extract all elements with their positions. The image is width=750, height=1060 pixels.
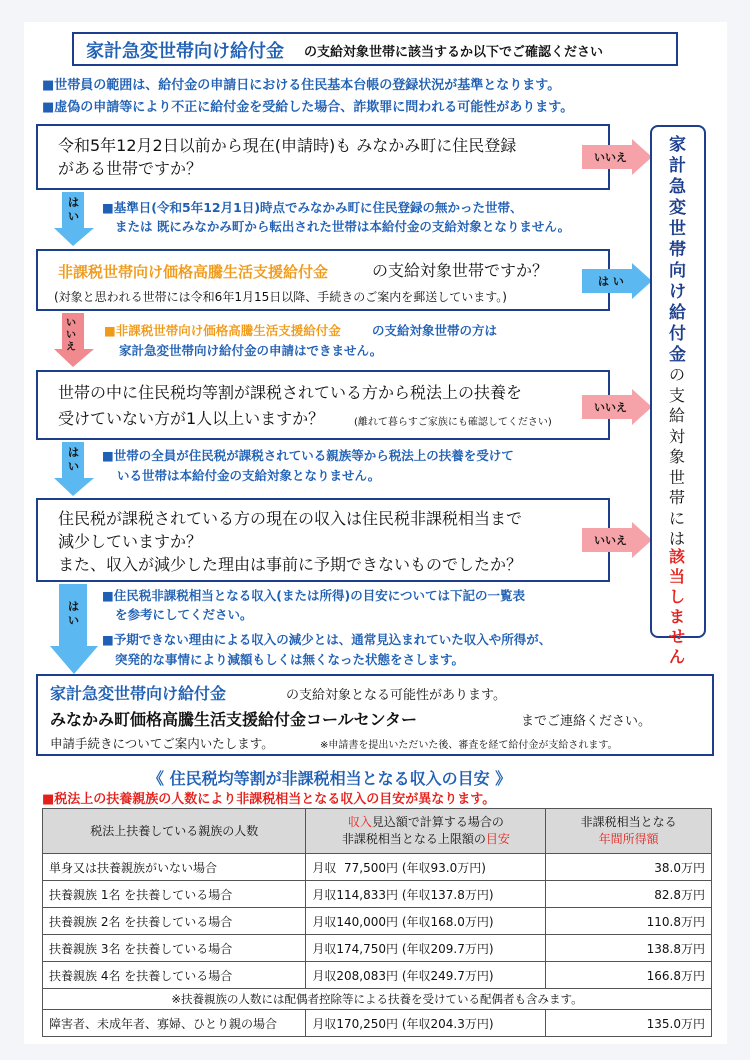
- question-1-line-1: 令和5年12月2日以前から現在(申請時)も みなかみ町に住民登録: [58, 136, 517, 155]
- result-suffix: の支給対象となる可能性があります。: [286, 688, 506, 703]
- header-title: 家計急変世帯向け給付金: [86, 41, 284, 62]
- table-row: [43, 854, 712, 881]
- result-line-3: 申請手続きについてご案内いたします。: [50, 736, 274, 751]
- question-3-line-1: 世帯の中に住民税均等割が課税されている方から税法上の扶養を: [58, 383, 523, 402]
- row-label: 扶養親族 1名 を扶養している場合: [43, 881, 306, 908]
- row-annual: 82.8万円: [546, 881, 712, 908]
- q4-yes-label: は い: [68, 600, 79, 627]
- row-income: 月収170,250円 (年収204.3万円): [306, 1010, 546, 1037]
- header-title-suffix: の支給対象世帯に該当するか以下でご確認ください: [304, 45, 604, 60]
- question-4-line-3: また、収入が減少した理由は事前に予期できないものでしたか？: [58, 555, 523, 574]
- table-footnote: ※扶養親族の人数には配偶者控除等による扶養を受けている配偶者も含みます。: [43, 989, 712, 1010]
- row-label: 扶養親族 3名 を扶養している場合: [43, 935, 306, 962]
- not-eligible-middle: の支給対象世帯には: [669, 365, 686, 548]
- table-row: [43, 935, 712, 962]
- table-footnote-row: [43, 989, 712, 1010]
- row-label: 障害者、未成年者、寡婦、ひとり親の場合: [43, 1010, 306, 1037]
- question-4-line-2: 減少していますか？: [58, 532, 203, 551]
- not-eligible-title: 家計急変世帯向け給付金: [669, 135, 686, 365]
- income-table: [42, 808, 712, 1037]
- question-3-line-2: 受けていない方が1人以上いますか？: [58, 409, 325, 428]
- q4-note-3: ■予期できない理由による収入の減少とは、通常見込まれていた収入や所得が、: [102, 632, 552, 647]
- col-header-income-red2: 目安: [485, 832, 510, 846]
- col-header-annual-red: 年間所得額: [598, 832, 659, 846]
- q2-note-suffix: の支給対象世帯の方は: [372, 323, 498, 338]
- col-header-annual: [546, 809, 712, 854]
- q1-note-1: ■基準日(令和5年12月1日)時点でみなかみ町に住民登録の無かった世帯、: [102, 200, 523, 215]
- q4-yes-arrow: [50, 584, 98, 674]
- q2-note-title: ■非課税世帯向け価格高騰生活支援給付金: [104, 323, 341, 338]
- result-title: 家計急変世帯向け給付金: [50, 684, 227, 703]
- not-eligible-red: 該当しません: [669, 547, 686, 666]
- q4-note-2: を参考にしてください。: [115, 607, 253, 622]
- income-subnote: ■税法上の扶養親族の人数により非課税相当となる収入の目安が異なります。: [42, 792, 496, 807]
- table-row: [43, 1010, 712, 1037]
- question-2-box: [36, 249, 610, 311]
- income-heading: 《 住民税均等割が非課税相当となる収入の目安 》: [148, 769, 512, 788]
- col-header-income-a: 見込額で計算する場合の: [371, 815, 504, 829]
- not-eligible-box: [650, 125, 706, 666]
- col-header-annual-a: 非課税相当となる: [580, 815, 677, 829]
- q3-note-2: いる世帯は本給付金の支給対象となりません。: [117, 468, 381, 483]
- row-annual: 166.8万円: [546, 962, 712, 989]
- col-header-dependents: 税法上扶養している親族の人数: [43, 809, 306, 854]
- q2-no-label: いいえ: [66, 318, 76, 353]
- row-annual: 138.8万円: [546, 935, 712, 962]
- result-box: [36, 674, 714, 756]
- call-center-name: みなかみ町価格高騰生活支援給付金コールセンター: [50, 710, 418, 729]
- table-row: [43, 962, 712, 989]
- q3-yes-label: は い: [68, 446, 79, 473]
- question-3-line-2-small: (離れて暮らすご家族にも確認してください): [354, 417, 552, 428]
- row-label: 扶養親族 2名 を扶養している場合: [43, 908, 306, 935]
- q3-no-label: いいえ: [594, 401, 627, 414]
- row-income: 月収174,750円 (年収209.7万円): [306, 935, 546, 962]
- question-3-box: [36, 370, 610, 440]
- question-1-line-2: がある世帯ですか？: [58, 159, 203, 178]
- col-header-income: [306, 809, 546, 854]
- row-income: 月収 77,500円 (年収93.0万円): [306, 854, 546, 881]
- question-4-box: [36, 498, 610, 582]
- question-2-title: 非課税世帯向け価格高騰生活支援給付金: [58, 263, 329, 281]
- flyer-page: [24, 22, 727, 1044]
- q1-note-2: または 既にみなかみ町から転出された世帯は本給付金の支給対象となりません。: [115, 219, 571, 234]
- top-note-2: ■虚偽の申請等により不正に給付金を受給した場合、詐欺罪に問われる可能性があります。: [42, 100, 574, 115]
- table-header-row: [43, 809, 712, 854]
- row-income: 月収114,833円 (年収137.8万円): [306, 881, 546, 908]
- question-1-box: [36, 124, 610, 190]
- question-2-suffix: の支給対象世帯ですか？: [372, 261, 549, 280]
- q1-yes-label: は い: [68, 196, 79, 223]
- q1-no-label: いいえ: [594, 151, 627, 164]
- row-annual: 38.0万円: [546, 854, 712, 881]
- row-annual: 135.0万円: [546, 1010, 712, 1037]
- question-2-sub: (対象と思われる世帯には令和6年1月15日以降、手続きのご案内を郵送しています。): [54, 290, 507, 304]
- q2-note-2: 家計急変世帯向け給付金の申請はできません。: [119, 343, 383, 358]
- call-center-suffix: までご連絡ください。: [521, 714, 652, 729]
- table-row: [43, 908, 712, 935]
- row-income: 月収208,083円 (年収249.7万円): [306, 962, 546, 989]
- row-label: 単身又は扶養親族がいない場合: [43, 854, 306, 881]
- row-annual: 110.8万円: [546, 908, 712, 935]
- question-4-line-1: 住民税が課税されている方の現在の収入は住民税非課税相当まで: [58, 509, 523, 528]
- col-header-income-b: 非課税相当となる上限額の: [341, 832, 486, 846]
- header-box: [72, 32, 678, 66]
- top-note-1: ■世帯員の範囲は、給付金の申請日における住民基本台帳の登録状況が基準となります。: [42, 78, 561, 93]
- result-line-3-small: ※申請書を提出いただいた後、審査を経て給付金が支給されます。: [320, 740, 618, 751]
- row-label: 扶養親族 4名 を扶養している場合: [43, 962, 306, 989]
- table-row: [43, 881, 712, 908]
- row-income: 月収140,000円 (年収168.0万円): [306, 908, 546, 935]
- q3-note-1: ■世帯の全員が住民税が課税されている親族等から税法上の扶養を受けて: [102, 448, 514, 463]
- q4-no-label: いいえ: [594, 534, 627, 547]
- q2-yes-label: は い: [598, 275, 624, 288]
- col-header-income-red: 収入: [347, 815, 372, 829]
- q4-note-4: 突発的な事情により減額もしくは無くなった状態をさします。: [115, 652, 465, 667]
- q4-note-1: ■住民税非課税相当となる収入(または所得)の目安については下記の一覧表: [102, 588, 525, 603]
